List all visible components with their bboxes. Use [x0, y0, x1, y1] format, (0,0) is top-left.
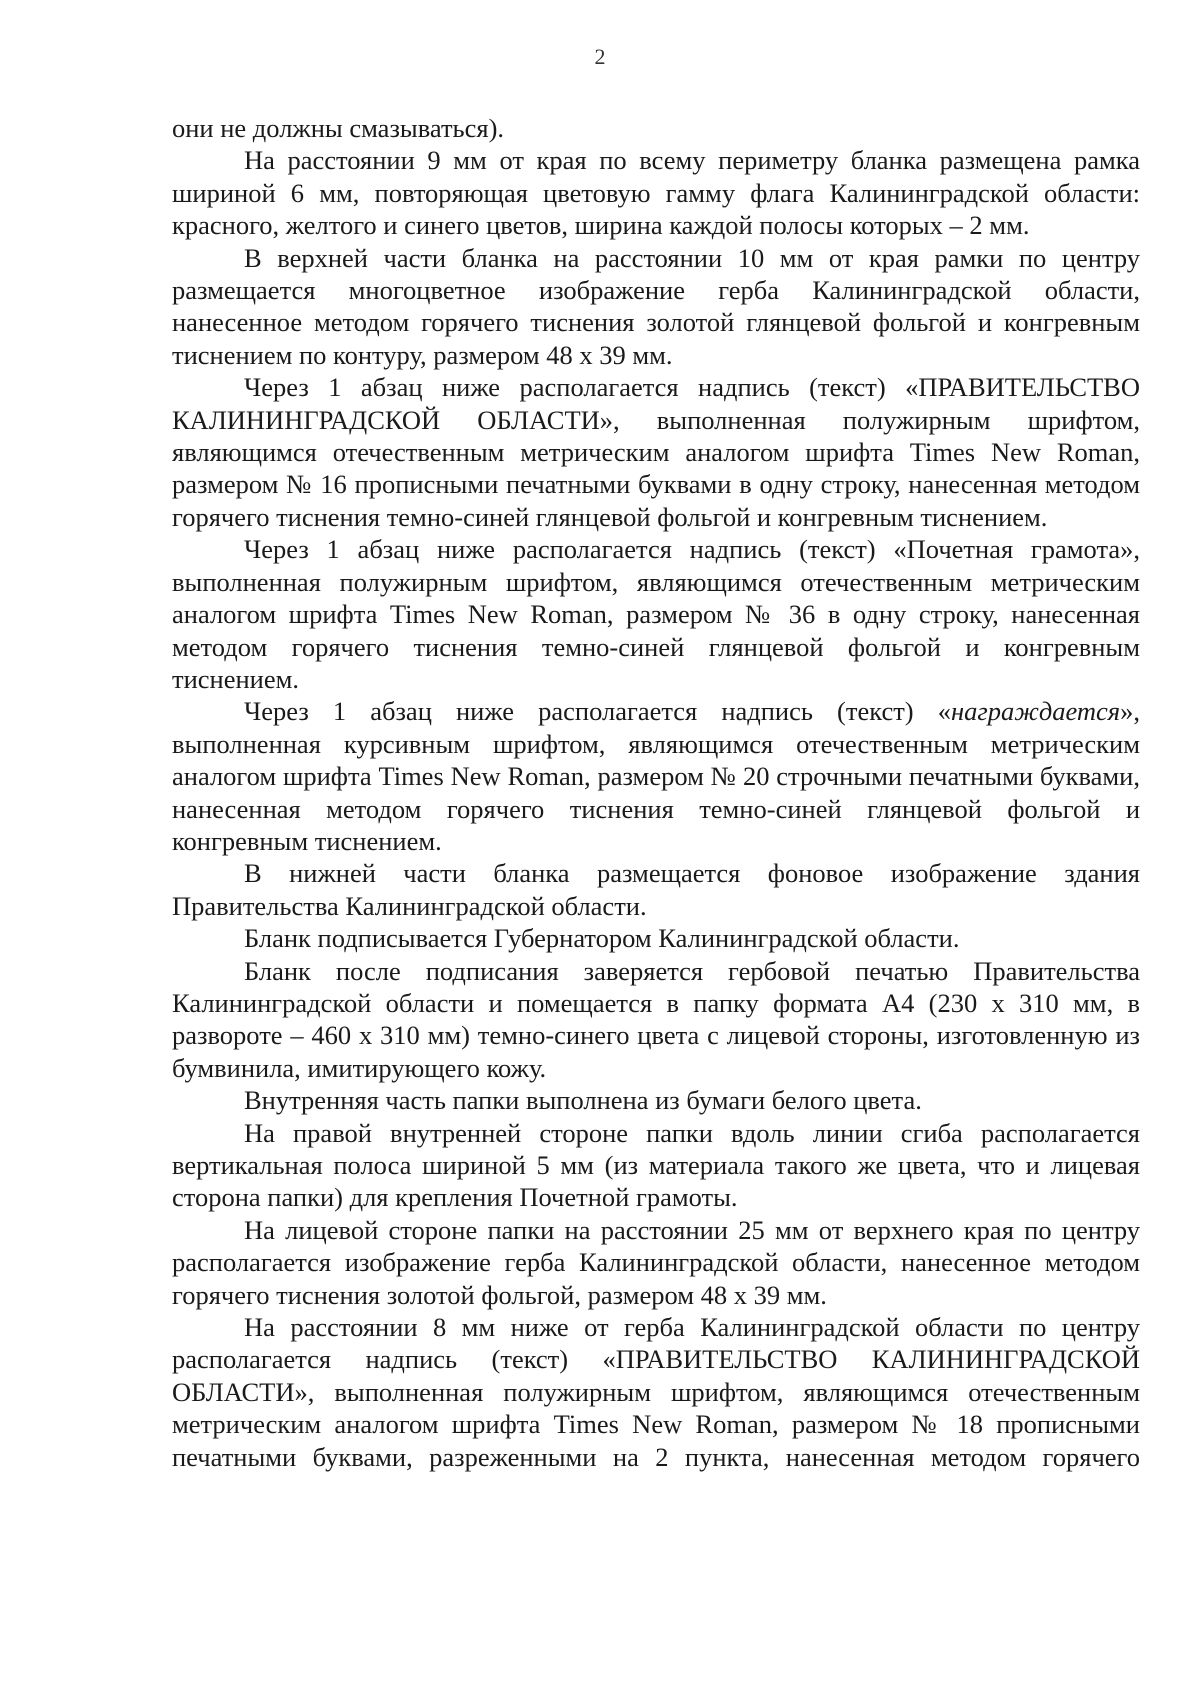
paragraph-frame: На расстоянии 9 мм от края по всему периметру бланка размещена рамка шириной 6 мм, повторяющая цветовую гамму флага Калининградской области: красного, желтого и синего цветов, ширина каждой полосы которых – 2 мм. — [172, 145, 1140, 241]
paragraph-background-image: В нижней части бланка размещается фоновое изображение здания Правительства Калининградской области. — [172, 858, 1140, 921]
paragraph-continuation: они не должны смазываться). — [172, 113, 505, 143]
paragraph-seal-folder: Бланк после подписания заверяется гербовой печатью Правительства Калининградской области и помещается в папку формата А4 (230 х 310 мм, в развороте – 460 х 310 мм) темно-синего цвета с лицевой стороны, изготовленную из бумвинила, имитирующего кожу. — [172, 955, 1140, 1083]
awarded-text-before: Через 1 абзац ниже располагается надпись (текст) « — [244, 696, 951, 727]
paragraph-coat-of-arms: В верхней части бланка на расстоянии 10 мм от края рамки по центру размещается многоцветное изображение герба Калининградской области, нанесенное методом горячего тиснения золотой глянцевой фольгой и конгревным тиснением по контуру, размером 48 х 39 мм. — [172, 242, 1140, 370]
paragraph-awarded — [172, 695, 1140, 857]
paragraph-folder-emblem: На лицевой стороне папки на расстоянии 25 мм от верхнего края по центру располагается изображение герба Калининградской области, нанесенное методом горячего тиснения золотой фольгой, размером 48 х 39 мм. — [172, 1214, 1140, 1310]
paragraph-folder-inside: Внутренняя часть папки выполнена из бумаги белого цвета. — [244, 1085, 922, 1116]
paragraph-signature: Бланк подписывается Губернатором Калининградской области. — [244, 923, 960, 954]
page-number: 2 — [594, 44, 606, 69]
paragraph-folder-title: На расстоянии 8 мм ниже от герба Калининградской области по центру располагается надпись (текст) «ПРАВИТЕЛЬСТВО КАЛИНИНГРАДСКОЙ ОБЛАСТИ», выполненная полужирным шрифтом, являющимся отечественным метрическим аналогом шрифта Times New Roman, размером № 18 прописными печатными буквами, разреженными на 2 пункта, нанесенная методом горячего — [172, 1312, 1140, 1472]
paragraph-government-title: Через 1 абзац ниже располагается надпись (текст) «ПРАВИТЕЛЬСТВО КАЛИНИНГРАДСКОЙ ОБЛАСТИ», выполненная полужирным шрифтом, являющимся отечественным метрическим аналогом шрифта Times New Roman, размером № 16 прописными печатными буквами в одну строку, нанесенная методом горячего тиснения темно-синей глянцевой фольгой и конгревным тиснением. — [172, 372, 1140, 532]
awarded-italic-word: награждается — [950, 696, 1121, 727]
paragraph-folder-strip: На правой внутренней стороне папки вдоль линии сгиба располагается вертикальная полоса шириной 5 мм (из материала такого же цвета, что и лицевая сторона папки) для крепления Почетной грамоты. — [172, 1117, 1140, 1213]
awarded-text-after: », выполненная курсивным шрифтом, являющимся отечественным метрическим аналогом шрифта Times New Roman, размером № 20 строчными печатными буквами, нанесенная методом горячего тиснения темно-синей глянцевой фольгой и конгревным тиснением. — [172, 696, 1140, 856]
document-body — [172, 112, 1140, 1473]
paragraph-certificate-title: Через 1 абзац ниже располагается надпись (текст) «Почетная грамота», выполненная полужирным шрифтом, являющимся отечественным метрическим аналогом шрифта Times New Roman, размером № 36 в одну строку, нанесенная методом горячего тиснения темно-синей глянцевой фольгой и конгревным тиснением. — [172, 534, 1140, 694]
